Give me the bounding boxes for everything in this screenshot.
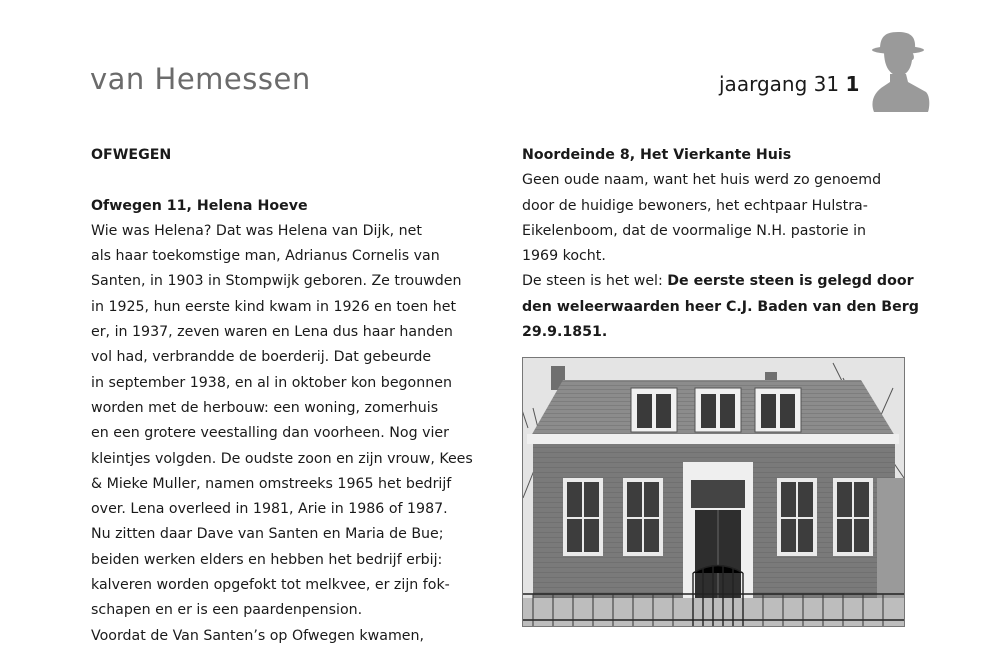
body-line: Wie was Helena? Dat was Helena van Dijk, net: [91, 222, 422, 239]
man-with-hat-silhouette-icon: [868, 30, 930, 112]
body-line: door de huidige bewoners, het echtpaar Hulstra-: [522, 197, 868, 214]
body-line: en een grotere veestalling dan voorheen. Nog vier: [91, 425, 449, 442]
body-line: er, in 1937, zeven waren en Lena dus haar handen: [91, 324, 453, 341]
stone-date: 29.9.1851.: [522, 324, 608, 341]
body-line: Eikelenboom, dat de voormalige N.H. pastorie in: [522, 222, 867, 239]
volume-label: jaargang 31: [719, 72, 840, 96]
body-line: worden met de herbouw: een woning, zomerhuis: [91, 399, 439, 416]
spacer: [91, 168, 476, 193]
body-line: in september 1938, en al in oktober kon begonnen: [91, 374, 452, 391]
issue-label: [719, 72, 859, 96]
right-column: [522, 143, 919, 345]
article-subheading: Noordeinde 8, Het Vierkante Huis: [522, 147, 792, 163]
body-line: & Mieke Muller, namen omstreeks 1965 het bedrijf: [91, 475, 452, 492]
body-line: Nu zitten daar Dave van Santen en Maria de Bue;: [91, 526, 444, 543]
stone-intro: De steen is het wel:: [522, 273, 668, 290]
stone-inscription: den weleerwaarden heer C.J. Baden van den Berg: [522, 298, 919, 315]
stone-inscription: De eerste steen is gelegd door: [667, 273, 914, 290]
article-subheading: Ofwegen 11, Helena Hoeve: [91, 197, 308, 214]
body-line: vol had, verbrandde de boerderij. Dat gebeurde: [91, 349, 432, 366]
left-column: [91, 143, 476, 649]
house-illustration: [523, 358, 904, 626]
page-number: 1: [845, 72, 860, 96]
body-line: in 1925, hun eerste kind kwam in 1926 en toen het: [91, 298, 457, 315]
house-photo: [522, 357, 905, 627]
body-line: Geen oude naam, want het huis werd zo genoemd: [522, 172, 882, 189]
body-line: kleintjes volgden. De oudste zoon en zijn vrouw, Kees: [91, 450, 473, 467]
body-line: over. Lena overleed in 1981, Arie in 1986 of 1987.: [91, 501, 448, 518]
cornice: [527, 434, 899, 444]
body-line: Santen, in 1903 in Stompwijk geboren. Ze trouwden: [91, 273, 462, 290]
body-line: 1969 kocht.: [522, 248, 606, 265]
body-line: Voordat de Van Santen’s op Ofwegen kwamen,: [91, 627, 424, 644]
body-line: kalveren worden opgefokt tot melkvee, er zijn fok-: [91, 577, 450, 594]
section-heading: OFWEGEN: [91, 147, 172, 163]
body-line: als haar toekomstige man, Adrianus Cornelis van: [91, 248, 440, 265]
stone-line: [522, 269, 912, 294]
body-line: beiden werken elders en hebben het bedrijf erbij:: [91, 551, 443, 568]
body-line: schapen en er is een paardenpension.: [91, 602, 363, 619]
masthead-title: van Hemessen: [90, 62, 311, 96]
